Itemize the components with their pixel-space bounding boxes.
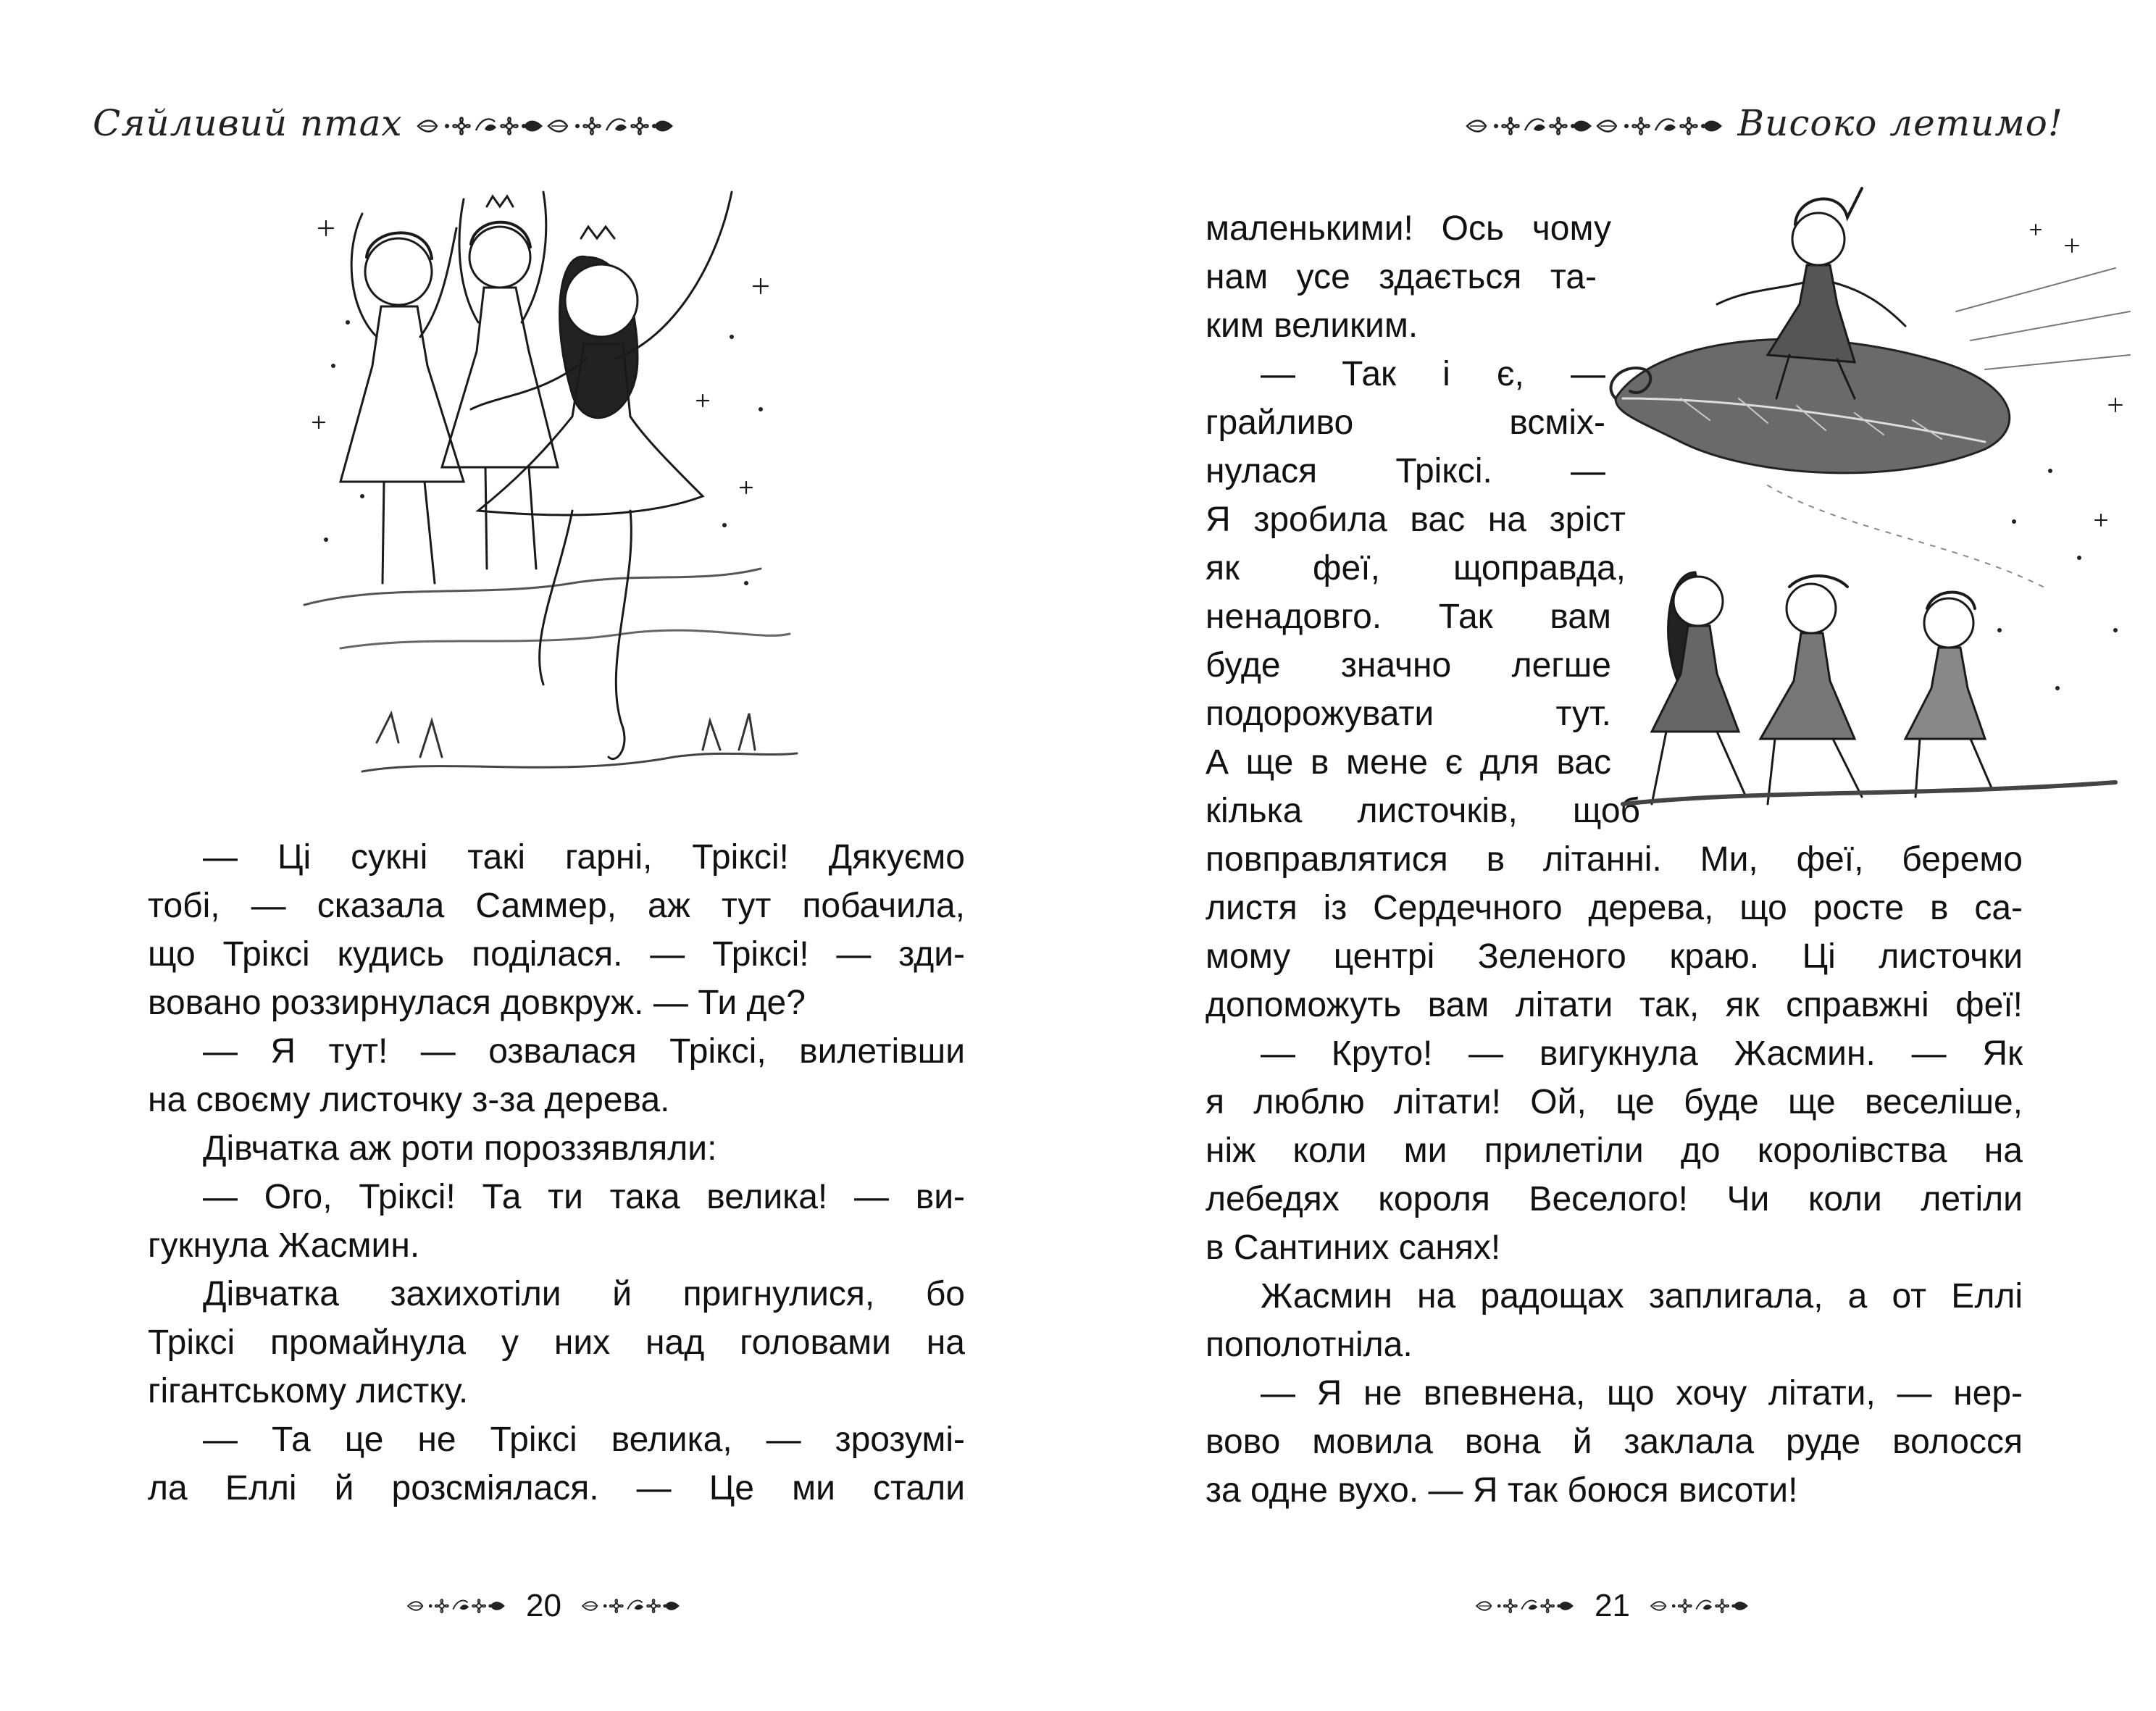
floral-flourish-icon: [1464, 112, 1725, 141]
text-line: Дівчатка аж роти пороззявляли:: [203, 1129, 717, 1168]
text-line: маленькими! Ось чому: [1206, 209, 1611, 248]
text-line: вовано роззирнулася довкруж. — Ти де?: [148, 984, 806, 1022]
page-number-right: [1474, 1583, 1750, 1628]
chapter-title: Високо летимо!: [1737, 102, 2063, 144]
page-number: 21: [1595, 1588, 1630, 1624]
page-number-left: [406, 1583, 682, 1628]
text-line: листя із Сердечного дерева, що росте в са-: [1206, 889, 2023, 927]
page-number: 20: [526, 1588, 561, 1624]
text-line: — Та це не Тріксі велика, — зрозумі-: [203, 1421, 965, 1459]
text-line: пополотніла.: [1206, 1326, 1413, 1364]
text-line: Тріксі промайнула у них над головами на: [148, 1323, 965, 1362]
text-line: вово мовила вона й заклала руде волосся: [1206, 1423, 2023, 1461]
text-line: нам усе здається та-: [1206, 258, 1597, 296]
text-line: Я зробила вас на зріст: [1206, 501, 1626, 539]
text-line: тобі, — сказала Саммер, аж тут побачила,: [148, 887, 965, 925]
floral-flourish-icon: [1649, 1594, 1750, 1618]
text-line: мому центрі Зеленого краю. Ці листочки: [1206, 937, 2023, 976]
text-line: — Ці сукні такі гарні, Тріксі! Дякуємо: [203, 838, 965, 877]
text-line: ла Еллі й розсміялася. — Це ми стали: [148, 1469, 965, 1507]
text-line: на своєму листочку з-за дерева.: [148, 1081, 670, 1119]
text-line: буде значно легше: [1206, 646, 1611, 685]
text-line: допоможуть вам літати так, як справжні феї!: [1206, 986, 2023, 1024]
text-line: грайливо всміх-: [1206, 403, 1605, 442]
text-line: за одне вухо. — Я так боюся висоти!: [1206, 1471, 1798, 1510]
text-line: — Так і є, —: [1261, 355, 1605, 393]
text-line: кілька листочків, щоб: [1206, 792, 1640, 830]
text-line: лебедях короля Веселого! Чи коли летіли: [1206, 1180, 2023, 1218]
text-line: в Сантиних санях!: [1206, 1229, 1501, 1267]
text-line: як феї, щоправда,: [1206, 549, 1626, 587]
text-line: — Я не впевнена, що хочу літати, — нер-: [1261, 1374, 2023, 1413]
floral-flourish-icon: [406, 1594, 507, 1618]
floral-flourish-icon: [1474, 1594, 1576, 1618]
running-head-left: [93, 101, 676, 145]
chapter-title: Сяйливий птах: [93, 102, 403, 144]
text-line: Жасмин на радощах заплигала, а от Еллі: [1261, 1277, 2023, 1315]
text-line: подорожувати тут.: [1206, 695, 1611, 733]
dancing-fairy-girls-illustration: [297, 177, 804, 815]
text-line: — Круто! — вигукнула Жасмин. — Як: [1261, 1034, 2023, 1073]
text-line: — Я тут! — озвалася Тріксі, вилетівши: [203, 1032, 965, 1071]
text-line: гігантському листку.: [148, 1372, 469, 1410]
text-line: Дівчатка захихотіли й пригнулися, бо: [203, 1275, 965, 1313]
text-line: — Ого, Тріксі! Та ти така велика! — ви-: [203, 1178, 965, 1216]
text-line: ненадовго. Так вам: [1206, 598, 1611, 636]
text-line: ким великим.: [1206, 306, 1418, 345]
text-line: повправлятися в літанні. Ми, феї, беремо: [1206, 840, 2023, 879]
running-head-right: [1464, 101, 2063, 145]
text-line: нулася Тріксі. —: [1206, 452, 1605, 490]
text-line: А ще в мене є для вас: [1206, 743, 1611, 782]
floral-flourish-icon: [580, 1594, 682, 1618]
text-line: ніж коли ми прилетіли до королівства на: [1206, 1131, 2023, 1170]
fairy-on-flying-leaf-illustration: [1608, 181, 2144, 811]
floral-flourish-icon: [415, 112, 676, 141]
text-line: гукнула Жасмин.: [148, 1226, 420, 1265]
text-line: що Тріксі кудись поділася. — Тріксі! — зди-: [148, 935, 965, 974]
text-line: я люблю літати! Ой, це буде ще веселіше,: [1206, 1083, 2023, 1121]
